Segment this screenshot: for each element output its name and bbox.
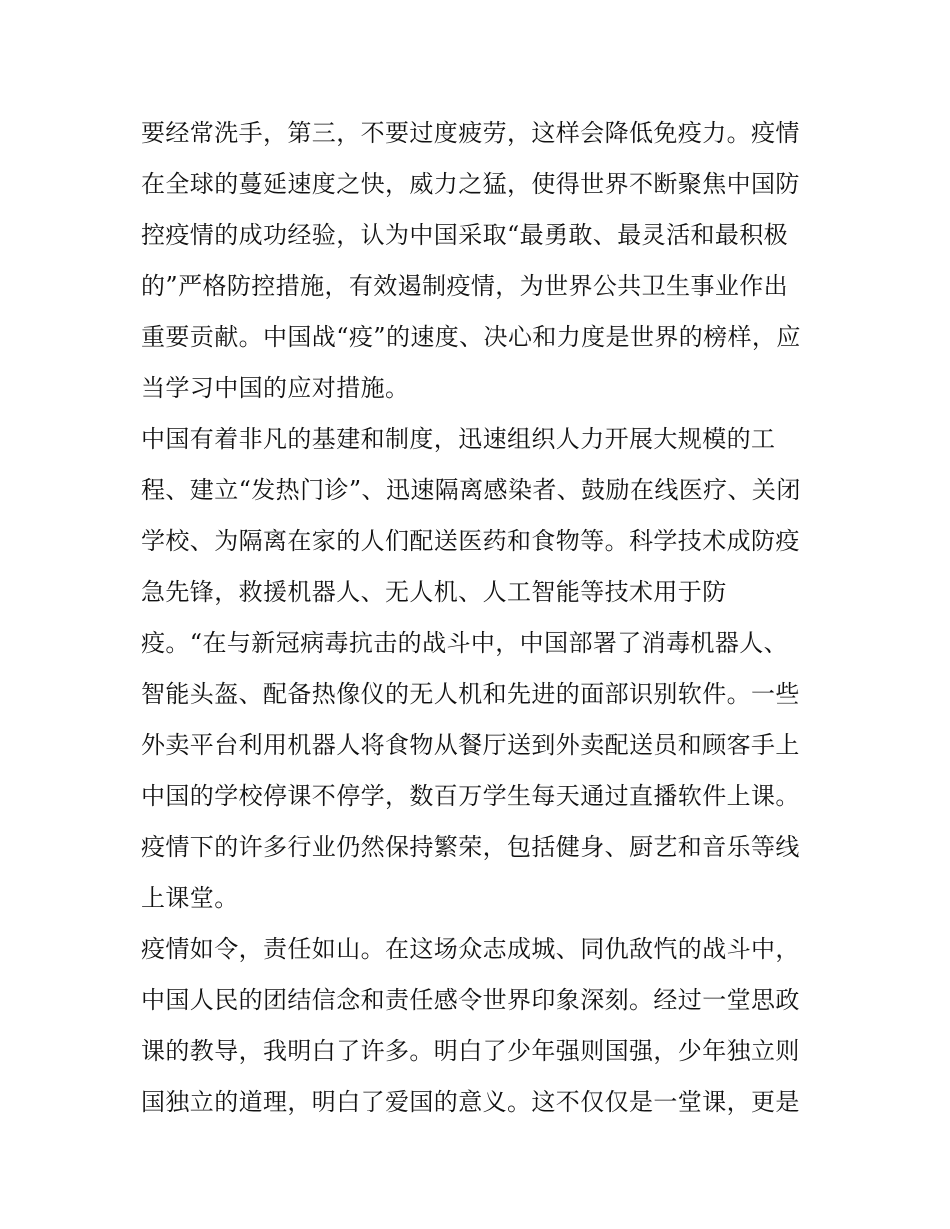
- text-line: 中国人民的团结信念和责任感令世界印象深刻。经过一堂思政: [141, 986, 800, 1014]
- text-line: 要经常洗手，第三，不要过度疲劳，这样会降低免疫力。疫情: [141, 119, 800, 147]
- text-line: 国独立的道理，明白了爱国的意义。这不仅仅是一堂课，更是: [141, 1088, 800, 1116]
- text-line: 学校、为隔离在家的人们配送医药和食物等。科学技术成防疫: [141, 527, 800, 555]
- text-line: 重要贡献。中国战“疫”的速度、决心和力度是世界的榜样，应: [141, 323, 801, 351]
- text-line: 上课堂。: [141, 884, 239, 912]
- text-line: 智能头盔、配备热像仪的无人机和先进的面部识别软件。一些: [141, 680, 800, 708]
- body-text: [141, 108, 821, 1128]
- text-line: 课的教导，我明白了许多。明白了少年强则国强，少年独立则: [141, 1037, 800, 1065]
- text-line: 程、建立“发热门诊”、迅速隔离感染者、鼓励在线医疗、关闭: [141, 476, 801, 504]
- text-line: 中国的学校停课不停学，数百万学生每天通过直播软件上课。: [141, 782, 800, 810]
- text-line: 外卖平台利用机器人将食物从餐厅送到外卖配送员和顾客手上: [141, 731, 800, 759]
- text-line: 疫情下的许多行业仍然保持繁荣，包括健身、厨艺和音乐等线: [141, 833, 800, 861]
- text-line: 中国有着非凡的基建和制度，迅速组织人力开展大规模的工: [141, 425, 776, 453]
- text-line: 的”严格防控措施，有效遏制疫情，为世界公共卫生事业作出: [141, 272, 789, 300]
- text-line: 急先锋，救援机器人、无人机、人工智能等技术用于防: [141, 578, 727, 606]
- text-line: 在全球的蔓延速度之快，威力之猛，使得世界不断聚焦中国防: [141, 170, 800, 198]
- text-line: 疫情如令，责任如山。在这场众志成城、同仇敌忾的战斗中，: [141, 935, 800, 963]
- text-line: 疫。“在与新冠病毒抗击的战斗中，中国部署了消毒机器人、: [141, 629, 789, 657]
- text-line: 控疫情的成功经验，认为中国采取“最勇敢、最灵活和最积极: [141, 221, 789, 249]
- text-line: 当学习中国的应对措施。: [141, 374, 410, 402]
